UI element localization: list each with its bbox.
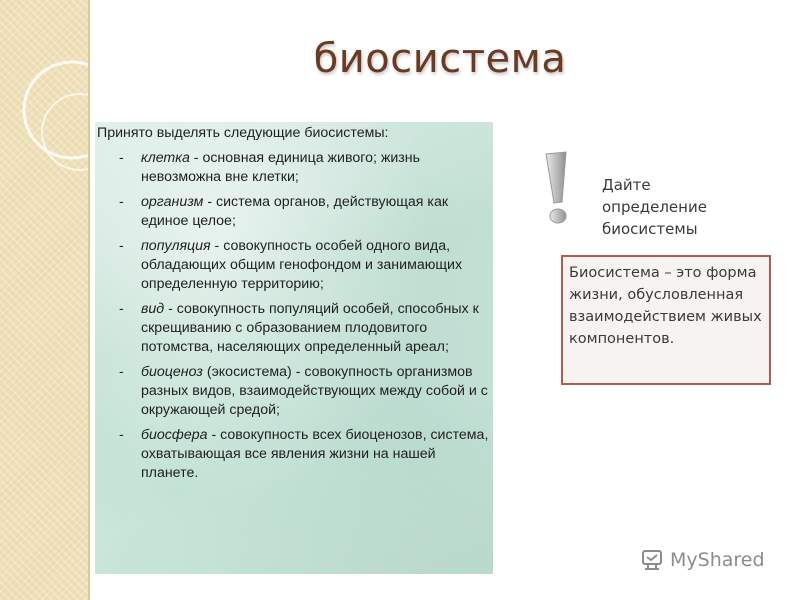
- biosystems-panel: [95, 122, 493, 574]
- list-term: биоценоз: [141, 364, 203, 380]
- list-dash: -: [119, 150, 124, 166]
- slide-title: биосистема: [313, 36, 567, 82]
- list-item: [97, 426, 489, 483]
- list-item: [97, 237, 489, 294]
- list-text: - совокупность всех биоценозов, система, охватывающая все явления жизни на нашей планете.: [141, 427, 489, 481]
- list-item: [97, 193, 489, 231]
- definition-box: Биосистема – это форма жизни, обусловленная взаимодействием живых компонентов.: [561, 255, 771, 385]
- list-item: [97, 149, 489, 187]
- list-term: организм: [141, 194, 204, 210]
- list-dash: -: [119, 301, 124, 317]
- list-dash: -: [119, 238, 124, 254]
- list-text: - совокупность популяций особей, способных к скрещиванию с образованием плодовитого потомства, населяющих определенный ареал;: [141, 301, 479, 355]
- list-text: - совокупность особей одного вида, обладающих общим генофондом и занимающих определенную территорию;: [141, 238, 463, 292]
- question-line: биосистемы: [602, 220, 698, 238]
- list-item: [97, 300, 489, 357]
- list-text: - основная единица живого; жизнь невозможна вне клетки;: [141, 150, 421, 185]
- myshared-watermark[interactable]: [640, 548, 765, 572]
- myshared-logo-icon: [640, 548, 666, 572]
- list-item: [97, 363, 489, 420]
- watermark-text: MyShared: [670, 549, 765, 571]
- decorative-side-strip: [0, 0, 88, 600]
- list-dash: -: [119, 364, 124, 380]
- exclamation-icon: [536, 150, 586, 230]
- list-term: популяция: [141, 238, 211, 254]
- list-dash: -: [119, 194, 124, 210]
- list-term: биосфера: [141, 427, 208, 443]
- list-text: (экосистема) - совокупность организмов разных видов, взаимодействующих между собой и с окружающей средой;: [141, 364, 488, 418]
- strip-divider: [88, 0, 90, 600]
- panel-intro: Принято выделять следующие биосистемы:: [97, 125, 389, 141]
- list-text: - система органов, действующая как единое целое;: [141, 194, 449, 229]
- list-term: вид: [141, 301, 165, 317]
- question-line: Дайте: [602, 176, 651, 194]
- question-text: [602, 174, 707, 240]
- list-dash: -: [119, 427, 124, 443]
- question-line: определение: [602, 198, 707, 216]
- list-term: клетка: [141, 150, 190, 166]
